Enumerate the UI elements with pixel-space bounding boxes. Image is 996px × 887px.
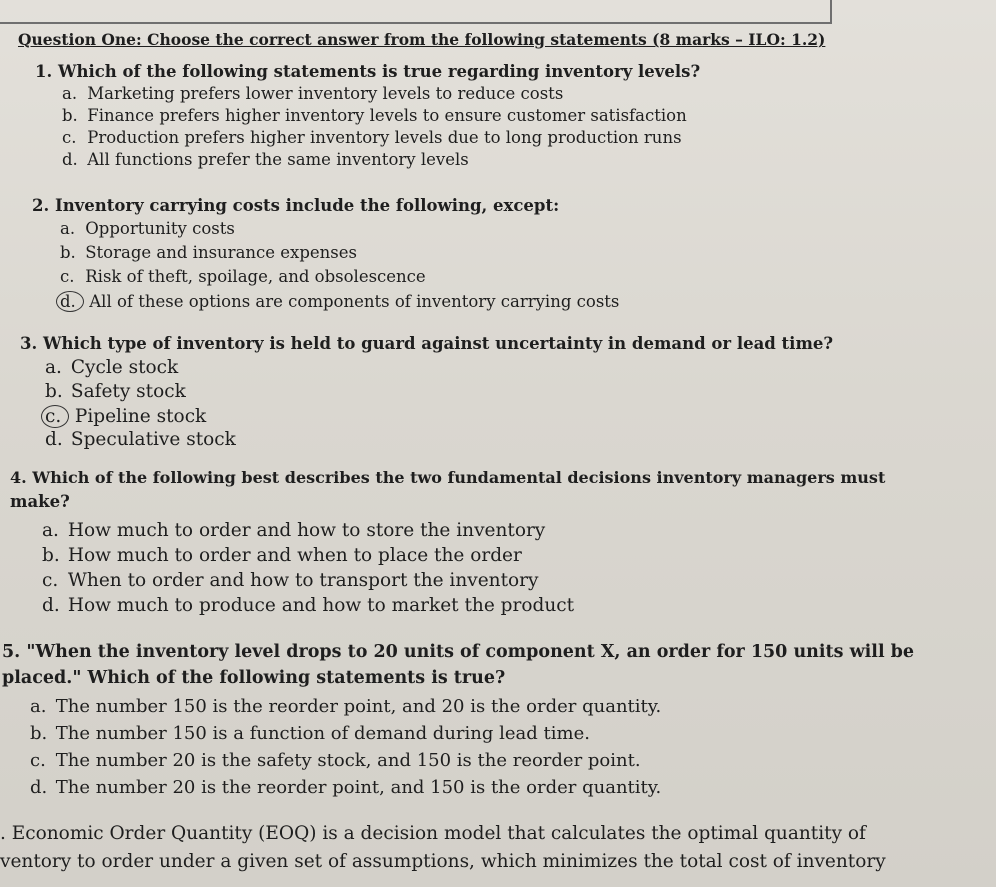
q3-option-d: d. Speculative stock [45, 429, 236, 450]
q3-option-c: c. Pipeline stock [45, 405, 206, 428]
question-1-stem: 1. Which of the following statements is true regarding inventory levels? [35, 62, 701, 81]
q5-option-c: c. The number 20 is the safety stock, and 150 is the reorder point. [30, 750, 641, 771]
q1-option-a: a. Marketing prefers lower inventory levels to reduce costs [62, 84, 564, 103]
q4-option-a: a. How much to order and how to store the inventory [42, 520, 546, 541]
q2-option-b: b. Storage and insurance expenses [60, 243, 358, 262]
q5-option-b: b. The number 150 is a function of demand during lead time. [30, 723, 590, 744]
q1-option-d: d. All functions prefer the same inventory levels [62, 150, 469, 169]
selected-answer-mark: d. [56, 291, 84, 312]
question-5-stem-line1: 5. "When the inventory level drops to 20 units of component X, an order for 150 units will be [2, 642, 915, 662]
selected-answer-mark: c. [41, 405, 69, 428]
q5-option-d: d. The number 20 is the reorder point, and 150 is the order quantity. [30, 777, 662, 798]
page-border [0, 0, 832, 24]
question-2-stem: 2. Inventory carrying costs include the following, except: [32, 196, 560, 215]
section-heading: Question One: Choose the correct answer from the following statements (8 marks – ILO: 1.2) [18, 30, 826, 49]
q3-option-a: a. Cycle stock [45, 357, 179, 378]
q3-option-b: b. Safety stock [45, 381, 186, 402]
q2-option-d: d. All of these options are components of inventory carrying costs [60, 291, 619, 312]
question-4-stem-line2: make? [10, 492, 70, 511]
question-6-stem-line2: ventory to order under a given set of assumptions, which minimizes the total cost of inventory [0, 851, 886, 872]
q1-option-b: b. Finance prefers higher inventory levels to ensure customer satisfaction [62, 106, 687, 125]
q4-option-d: d. How much to produce and how to market the product [42, 595, 575, 616]
question-3-stem: 3. Which type of inventory is held to guard against uncertainty in demand or lead time? [20, 334, 834, 353]
question-5-stem-line2: placed." Which of the following statements is true? [2, 668, 506, 688]
q2-option-a: a. Opportunity costs [60, 219, 235, 238]
question-4-stem-line1: 4. Which of the following best describes the two fundamental decisions inventory managers must [10, 468, 886, 487]
q5-option-a: a. The number 150 is the reorder point, and 20 is the order quantity. [30, 696, 662, 717]
q2-option-c: c. Risk of theft, spoilage, and obsolescence [60, 267, 426, 286]
q4-option-c: c. When to order and how to transport the inventory [42, 570, 539, 591]
q1-option-c: c. Production prefers higher inventory levels due to long production runs [62, 128, 682, 147]
question-6-stem-line1: . Economic Order Quantity (EOQ) is a decision model that calculates the optimal quantity of [0, 823, 866, 844]
q4-option-b: b. How much to order and when to place the order [42, 545, 522, 566]
